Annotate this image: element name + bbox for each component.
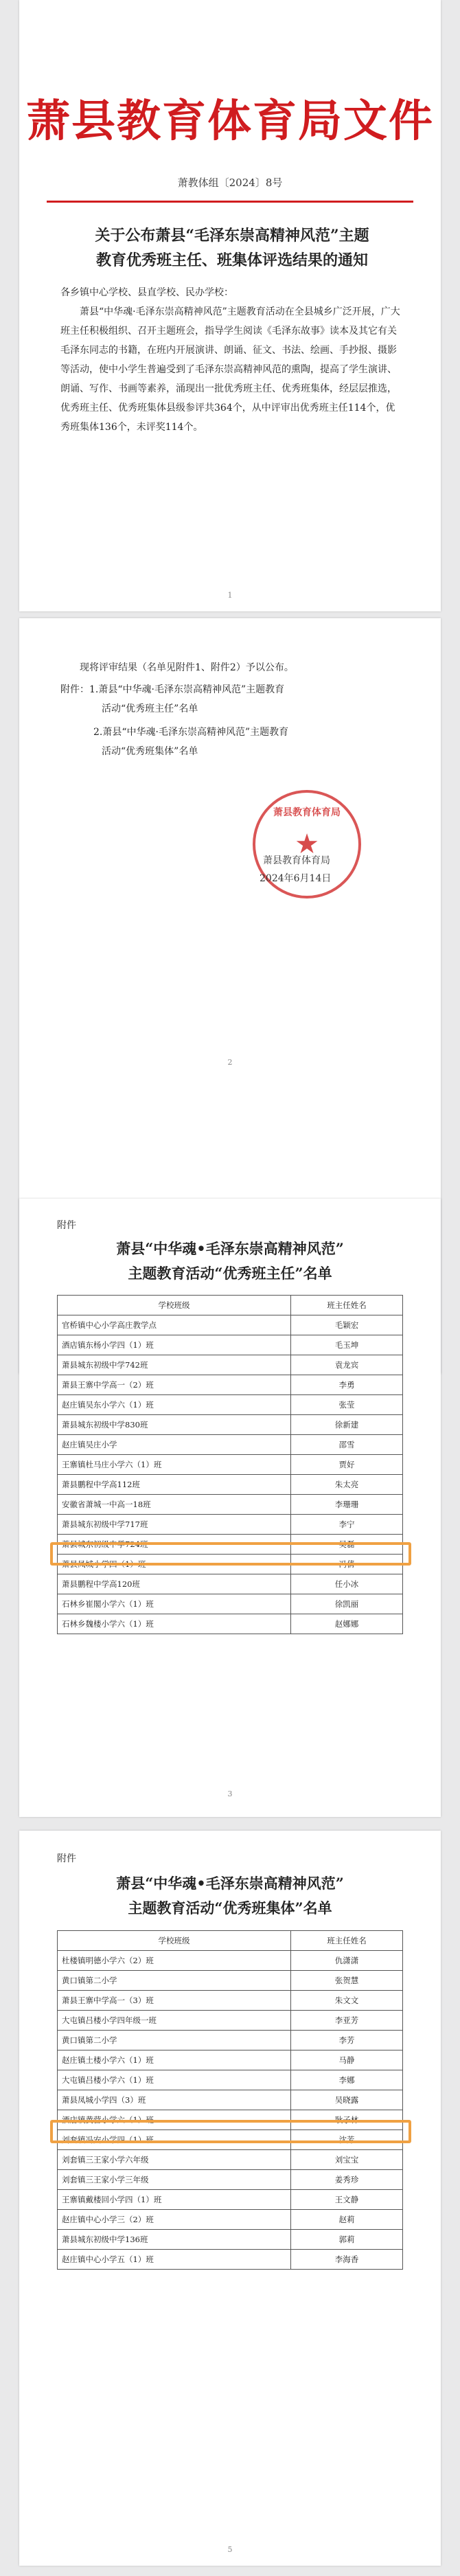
teacher-cell: 李宁: [291, 1515, 403, 1535]
class-cell: 王寨镇戴楼回小学四（1）班: [58, 2190, 291, 2210]
table-row: [58, 2011, 403, 2031]
page-number: 3: [227, 1789, 233, 1798]
class-cell: 萧县城东初级中学830班: [58, 1415, 291, 1435]
class-list-table: [57, 1930, 403, 2270]
class-cell: 萧县城东初级中学742班: [58, 1355, 291, 1375]
list-title-line1: 萧县“中华魂•毛泽东崇高精神风范”: [116, 1240, 344, 1257]
attachment-1-line2: 活动“优秀班主任”名单: [102, 703, 198, 714]
class-cell: 官桥镇中心小学高庄教学点: [58, 1315, 291, 1335]
class-cell: 萧县城东初级中学717班: [58, 1515, 291, 1535]
class-cell: 王寨镇杜马庄小学六（1）班: [58, 1455, 291, 1475]
teacher-cell: 马静: [291, 2050, 403, 2070]
teacher-cell: 赵莉: [291, 2210, 403, 2230]
header-divider: [47, 201, 413, 203]
teacher-cell: 郭莉: [291, 2230, 403, 2250]
class-cell: 刘套镇三王家小学六年级: [58, 2150, 291, 2170]
class-cell: 萧县凤城小学四（1）班: [58, 1555, 291, 1574]
teacher-cell: 朱文文: [291, 1991, 403, 2011]
table-row: [58, 1991, 403, 2011]
teacher-cell: 李亚芳: [291, 2011, 403, 2031]
teacher-cell: 徐新建: [291, 1415, 403, 1435]
table-row: [58, 2230, 403, 2250]
teacher-cell: 沈芳: [291, 2130, 403, 2150]
document-header: 萧县教育体育局文件: [26, 96, 434, 147]
seal-text: 萧县教育体育局: [273, 807, 341, 818]
teacher-cell: 赵娜娜: [291, 1614, 403, 1634]
class-cell: 赵庄镇吴庄小学: [58, 1435, 291, 1455]
notice-title-line1: 关于公布萧县“毛泽东崇高精神风范”主题: [95, 227, 369, 245]
highlight-box: [50, 2120, 411, 2143]
col-header-class: 学校班级: [58, 1931, 291, 1951]
class-cell: 赵庄镇吴东小学六（1）班: [58, 1395, 291, 1415]
teacher-cell: 张莹: [291, 1395, 403, 1415]
table-row: [58, 1335, 403, 1355]
col-header-class: 学校班级: [58, 1296, 291, 1315]
table-row: [58, 1435, 403, 1455]
table-row: [58, 2210, 403, 2230]
table-row: [58, 1355, 403, 1375]
list-title-line1: 萧县“中华魂•毛泽东崇高精神风范”: [116, 1875, 344, 1892]
teacher-cell: 张贺慧: [291, 1971, 403, 1991]
teacher-cell: 李珊珊: [291, 1495, 403, 1515]
results-intro: 现将评审结果（名单见附件1、附件2）予以公布。: [80, 662, 294, 673]
notice-title-line2: 教育优秀班主任、班集体评选结果的通知: [95, 251, 368, 269]
class-cell: 赵庄镇中心小学三（2）班: [58, 2210, 291, 2230]
class-cell: 石林乡崔閣小学六（1）班: [58, 1594, 291, 1614]
class-cell: 黄口镇第二小学: [58, 1971, 291, 1991]
star-icon: ★: [295, 828, 319, 860]
annex-label: 附件: [57, 1220, 76, 1231]
class-cell: 萧县鹏程中学高120班: [58, 1574, 291, 1594]
col-header-teacher: 班主任姓名: [291, 1296, 403, 1315]
teacher-cell: 姜秀珍: [291, 2170, 403, 2190]
teacher-cell: 毛颖宏: [291, 1315, 403, 1335]
class-cell: 杜楼镇明德小学六（2）班: [58, 1951, 291, 1971]
col-header-teacher: 班主任姓名: [291, 1931, 403, 1951]
class-cell: 刘套镇三王家小学三年级: [58, 2170, 291, 2190]
table-row: [58, 1951, 403, 1971]
document-page-4: [19, 1831, 441, 2566]
table-row: [58, 1971, 403, 1991]
addressee: 各乡镇中心学校、县直学校、民办学校：: [60, 287, 233, 298]
table-row: [58, 1594, 403, 1614]
teacher-cell: 贾好: [291, 1455, 403, 1475]
table-row: [58, 1395, 403, 1415]
document-number: 萧教体组〔2024〕8号: [177, 177, 283, 189]
document-page-1: [19, 0, 441, 611]
table-row: [58, 1415, 403, 1435]
annex-label: 附件: [57, 1853, 76, 1864]
table-row: [58, 1574, 403, 1594]
class-cell: 萧县凤城小学四（3）班: [58, 2090, 291, 2110]
table-row: [58, 2150, 403, 2170]
class-cell: 赵庄镇土楼小学六（1）班: [58, 2050, 291, 2070]
document-page-3: [19, 1199, 441, 1817]
teacher-cell: 王文静: [291, 2190, 403, 2210]
page-number: 2: [227, 1058, 233, 1067]
table-row: [58, 1315, 403, 1335]
teacher-cell: 徐凯丽: [291, 1594, 403, 1614]
teacher-cell: 邵雪: [291, 1435, 403, 1455]
teacher-cell: 李娜: [291, 2070, 403, 2090]
teacher-cell: 李勇: [291, 1375, 403, 1395]
class-cell: 赵庄镇中心小学五（1）班: [58, 2250, 291, 2270]
class-cell: 黄口镇第二小学: [58, 2031, 291, 2050]
teacher-cell: 刘宝宝: [291, 2150, 403, 2170]
table-row: [58, 2170, 403, 2190]
teacher-cell: 仇潇潇: [291, 1951, 403, 1971]
class-cell: 萧县城东初级中学136班: [58, 2230, 291, 2250]
teacher-cell: 李芳: [291, 2031, 403, 2050]
teacher-cell: 袁龙宾: [291, 1355, 403, 1375]
list-title-line2: 主题教育活动“优秀班主任”名单: [128, 1265, 332, 1282]
teacher-cell: 吴晓露: [291, 2090, 403, 2110]
class-cell: 大屯镇吕楼小学六（1）班: [58, 2070, 291, 2090]
class-cell: 酒店镇黄营小学六（1）班: [58, 2110, 291, 2130]
table-row: [58, 2190, 403, 2210]
table-row: [58, 2250, 403, 2270]
page-number: 5: [227, 2545, 233, 2554]
teacher-cell: 耿子林: [291, 2110, 403, 2130]
issuer: 萧县教育体育局: [263, 855, 330, 866]
class-cell: 大屯镇吕楼小学四年级一班: [58, 2011, 291, 2031]
table-row: [58, 1455, 403, 1475]
teacher-cell: 毛玉坤: [291, 1335, 403, 1355]
class-cell: 安徽省萧城一中高一18班: [58, 1495, 291, 1515]
notice-paragraph: 萧县“中华魂·毛泽东崇高精神风范”主题教育活动在全县城乡广泛开展，广大班主任积极组织、召开主题班会，指导学生阅读《毛泽东故事》读本及其它有关毛泽东同志的书籍，在班内开展演讲、朗诵、征文、书法、绘画、手抄报、摄影等活动，使中小学生普遍受到了毛泽东崇高精神风范的熏陶，提高了学生演讲、朗诵、写作、书画等素养，涌现出一批优秀班主任、优秀班集体，经层层推选，优秀班主任、优秀班集体县级参评共364个，从中评审出优秀班主任114个，优秀班集体136个，未评奖114个。: [60, 306, 400, 433]
attachment-1-line1: 附件：1.萧县“中华魂·毛泽东崇高精神风范”主题教育: [60, 684, 285, 695]
table-row: [58, 1475, 403, 1495]
table-row: [58, 1614, 403, 1634]
teacher-cell: 朱太亮: [291, 1475, 403, 1495]
table-row: [58, 2070, 403, 2090]
teacher-cell: 任小冰: [291, 1574, 403, 1594]
teacher-cell: 李海香: [291, 2250, 403, 2270]
attachment-2-line2: 活动“优秀班集体”名单: [102, 746, 198, 757]
attachment-2-line1: 2.萧县“中华魂·毛泽东崇高精神风范”主题教育: [93, 727, 289, 738]
table-row: [58, 2031, 403, 2050]
teacher-cell: 吴磊: [291, 1535, 403, 1555]
teacher-list-table: [57, 1295, 403, 1634]
teacher-cell: 冯倩: [291, 1555, 403, 1574]
class-cell: 萧县王寨中学高一（3）班: [58, 1991, 291, 2011]
class-cell: 萧县王寨中学高一（2）班: [58, 1375, 291, 1395]
list-title-line2: 主题教育活动“优秀班集体”名单: [128, 1899, 332, 1917]
table-row: [58, 1515, 403, 1535]
class-cell: 萧县鹏程中学高112班: [58, 1475, 291, 1495]
class-cell: 石林乡魏楼小学六（1）班: [58, 1614, 291, 1634]
table-row: [58, 1375, 403, 1395]
table-row: [58, 2050, 403, 2070]
table-row: [58, 2090, 403, 2110]
highlight-box: [50, 1542, 411, 1566]
issue-date: 2024年6月14日: [260, 873, 332, 884]
page-number: 1: [227, 591, 233, 600]
table-row: [58, 1495, 403, 1515]
class-cell: 酒店镇东杨小学四（1）班: [58, 1335, 291, 1355]
class-cell: 萧县城东初级中学724班: [58, 1535, 291, 1555]
class-cell: 刘套镇冯安小学四（1）班: [58, 2130, 291, 2150]
